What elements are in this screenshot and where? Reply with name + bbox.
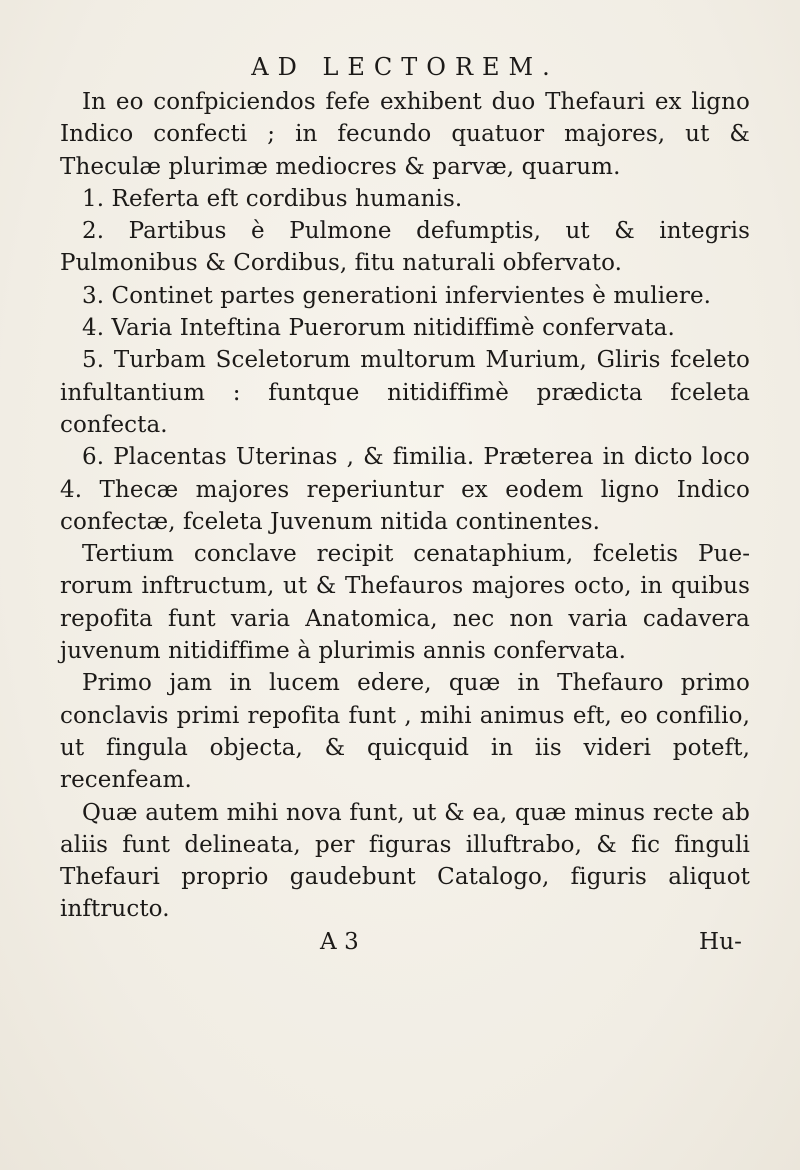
list-item-4: 4. Varia Inteftina Puerorum nitidiffimè confervata. bbox=[82, 315, 675, 342]
paragraph-tertium: Tertium conclave recipit cenataphium, fceletis Puerorum inftructum, ut & Thefauros majores octo, in quibus repofita funt varia Anatomica, nec non varia cadavera juvenum nitidiffime à plurimis annis confervata. bbox=[60, 541, 750, 665]
paragraph-quae: Quæ autem mihi nova funt, ut & ea, quæ minus recte ab aliis funt delineata, per figuras illuftrabo, & fic finguli Thefauri proprio gaudebunt Catalogo, figuris aliquot inftructo. bbox=[60, 799, 750, 923]
signature-mark: A 3 bbox=[320, 928, 359, 955]
list-item-5: 5. Turbam Sceletorum multorum Murium, Gliris fceleto infultantium : funtque nitidiffimè prædicta fceleta confecta. bbox=[60, 347, 750, 438]
page-text bbox=[60, 50, 750, 958]
running-head: AD LECTOREM. bbox=[251, 53, 559, 81]
paragraph-primo: Primo jam in lucem edere, quæ in Thefauro primo conclavis primi repofita funt , mihi animus eft, eo confilio, ut fingula objecta, & quicquid in iis videri poteft, recenfeam. bbox=[60, 670, 750, 794]
list-item-6: 6. Placentas Uterinas , & fimilia. Præterea in dicto loco 4. Thecæ majores reperiuntur ex eodem ligno Indico confectæ, fceleta Juvenum nitida continentes. bbox=[60, 444, 750, 535]
catchword: Hu- bbox=[699, 928, 742, 955]
list-item-1: 1. Referta eft cordibus humanis. bbox=[82, 185, 463, 212]
list-item-3: 3. Continet partes generationi infervientes è muliere. bbox=[82, 282, 712, 309]
list-item-2: 2. Partibus è Pulmone defumptis, ut & integris Pulmonibus & Cordibus, fitu naturali obfervato. bbox=[60, 218, 750, 277]
page-footer bbox=[60, 926, 750, 958]
paragraph-intro: In eo confpiciendos fefe exhibent duo Thefauri ex ligno Indico confecti ; in fecundo quatuor majores, ut & Theculæ plurimæ mediocres & parvæ, quarum. bbox=[60, 89, 750, 180]
